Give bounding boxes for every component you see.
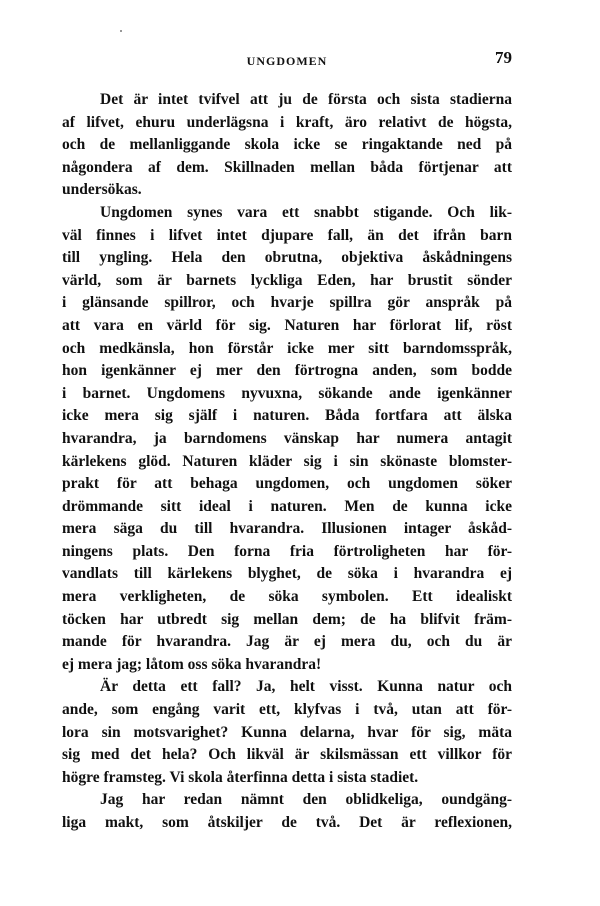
page-header bbox=[62, 46, 512, 76]
text-line: liga makt, som åtskiljer de två. Det är reflexionen, bbox=[62, 814, 512, 831]
running-title: UNGDOMEN bbox=[246, 54, 328, 68]
text-line: kärlekens glöd. Naturen kläder sig i sin skönaste blomster- bbox=[62, 452, 512, 470]
text-line: prakt för att behaga ungdomen, och ungdomen söker bbox=[62, 475, 512, 493]
text-line: värld, som är barnets lyckliga Eden, har brustit sönder bbox=[62, 271, 512, 289]
text-line: och de mellanliggande skola icke se ringaktande ned på bbox=[62, 136, 512, 154]
text-line: i barnet. Ungdomens nyvuxna, sökande ande igenkänner bbox=[62, 384, 512, 402]
text-line: vandlats till kärlekens blyghet, de söka i hvarandra ej bbox=[62, 565, 512, 583]
text-line: väl finnes i lifvet intet djupare fall, än det ifrån barn bbox=[62, 226, 512, 244]
text-line: Jag har redan nämnt den oblidkeliga, oundgäng- bbox=[100, 791, 512, 809]
text-line: lora sin motsvarighet? Kunna delarna, hvar för sig, mäta bbox=[62, 723, 512, 741]
book-page bbox=[62, 0, 512, 906]
text-line: undersökas. bbox=[62, 181, 142, 199]
text-line: töcken har utbredt sig mellan dem; de ha blifvit främ- bbox=[62, 610, 512, 628]
text-line: någondera af dem. Skillnaden mellan båda förtjenar att bbox=[62, 158, 512, 176]
body-text bbox=[62, 89, 512, 835]
text-line: ej mera jag; låtom oss söka hvarandra! bbox=[62, 655, 322, 673]
text-line: mande för hvarandra. Jag är ej mera du, och du är bbox=[62, 633, 512, 651]
text-line: till yngling. Hela den obrutna, objektiva åskådningens bbox=[62, 249, 512, 267]
text-line: mera verkligheten, de söka symbolen. Ett idealiskt bbox=[62, 588, 512, 606]
text-line: ningens plats. Den forna fria förtroligheten har för- bbox=[62, 542, 512, 560]
text-line: sig med det hela? Och likväl är skilsmässan ett villkor för bbox=[62, 746, 512, 764]
text-line: och medkänsla, hon förstår icke mer sitt barndomsspråk, bbox=[62, 339, 512, 357]
text-line: att vara en värld för sig. Naturen har förlorat lif, röst bbox=[62, 316, 512, 334]
text-line: Det är intet tvifvel att ju de första och sista stadierna bbox=[100, 91, 512, 108]
text-line: drömmande sitt ideal i naturen. Men de kunna icke bbox=[62, 497, 512, 515]
text-line: högre framsteg. Vi skola återfinna detta i sista stadiet. bbox=[62, 768, 419, 786]
text-line: hvarandra, ja barndomens vänskap har numera antagit bbox=[62, 429, 512, 447]
text-line: Ungdomen synes vara ett snabbt stigande. Och lik- bbox=[100, 203, 512, 221]
text-line: mera säga du till hvarandra. Illusionen intager åskåd- bbox=[62, 520, 512, 538]
text-line: icke mera sig själf i naturen. Båda fortfara att älska bbox=[62, 407, 512, 425]
text-line: ande, som engång varit ett, klyfvas i två, utan att för- bbox=[62, 701, 512, 719]
text-line: af lifvet, ehuru underlägsna i kraft, äro relativt de högsta, bbox=[62, 113, 512, 131]
text-line: Är detta ett fall? Ja, helt visst. Kunna natur och bbox=[100, 678, 512, 696]
text-line: i glänsande spillror, och hvarje spillra gör anspråk på bbox=[62, 294, 512, 312]
text-line: hon igenkänner ej mer den förtrogna anden, som bodde bbox=[62, 362, 512, 380]
page-number: 79 bbox=[495, 48, 512, 67]
